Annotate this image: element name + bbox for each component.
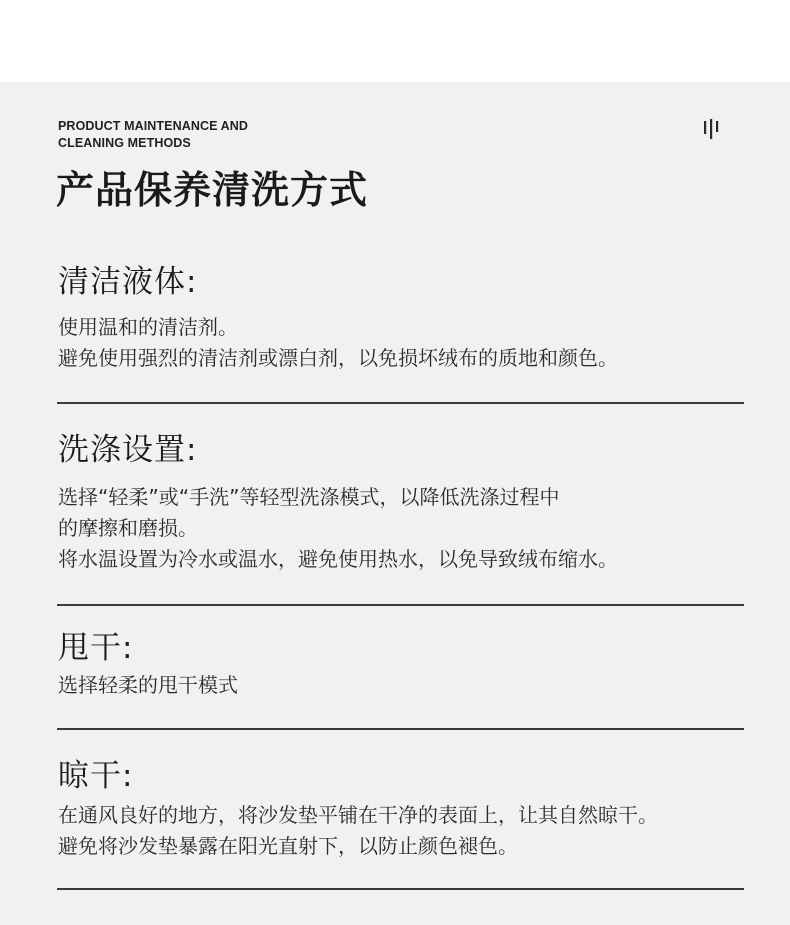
body-line: 的摩擦和磨损。	[58, 516, 198, 540]
section-body-wash-settings	[58, 482, 618, 575]
section-heading-air-dry: 晾干:	[58, 758, 134, 794]
section-eyebrow	[58, 118, 378, 152]
section-body-cleaning-liquid	[58, 312, 618, 374]
section-heading-cleaning-liquid: 清洁液体:	[58, 264, 198, 300]
eyebrow-line-1: PRODUCT MAINTENANCE AND	[58, 119, 249, 133]
page-title: 产品保养清洗方式	[56, 168, 369, 212]
section-divider	[57, 888, 744, 890]
body-line: 避免将沙发垫暴露在阳光直射下，以防止颜色褪色。	[58, 834, 518, 858]
body-line: 选择轻柔的甩干模式	[58, 673, 238, 697]
section-heading-wash-settings: 洗涤设置:	[58, 432, 198, 468]
body-line: 选择“轻柔”或“手洗”等轻型洗涤模式，以降低洗涤过程中	[58, 485, 560, 509]
body-line: 使用温和的清洁剂。	[58, 315, 238, 339]
section-body-air-dry	[58, 800, 658, 862]
section-heading-spin-dry: 甩干:	[58, 630, 134, 666]
bars-icon	[702, 118, 724, 140]
eyebrow-line-2: CLEANING METHODS	[58, 136, 191, 150]
section-divider	[57, 728, 744, 730]
body-line: 避免使用强烈的清洁剂或漂白剂，以免损坏绒布的质地和颜色。	[58, 346, 618, 370]
body-line: 将水温设置为冷水或温水，避免使用热水，以免导致绒布缩水。	[58, 547, 618, 571]
section-divider	[57, 402, 744, 404]
section-divider	[57, 604, 744, 606]
body-line: 在通风良好的地方，将沙发垫平铺在干净的表面上，让其自然晾干。	[58, 803, 658, 827]
section-body-spin-dry	[58, 670, 238, 701]
